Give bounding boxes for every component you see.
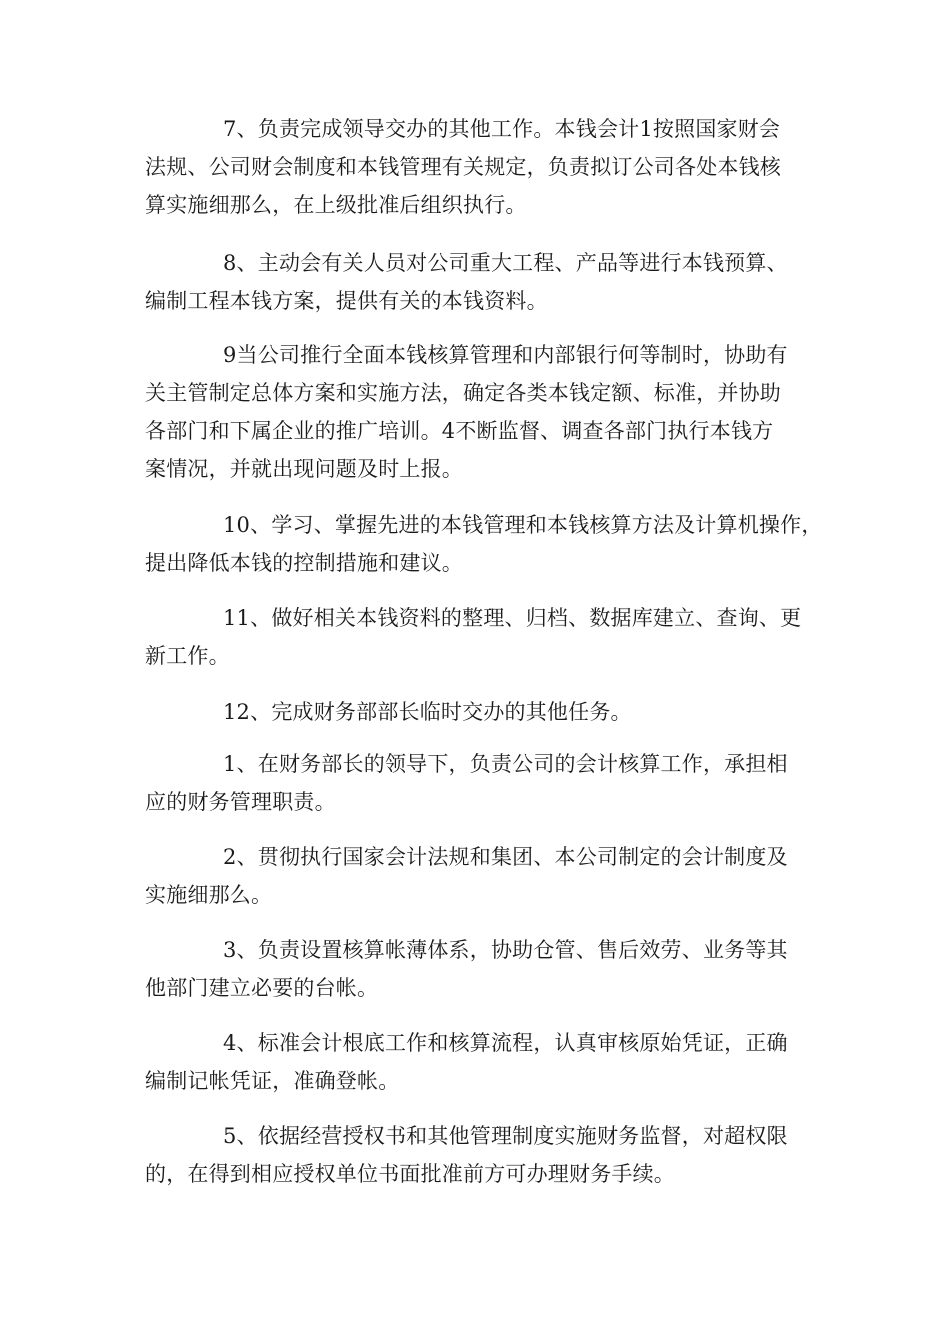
paragraph-duty-2: 2、贯彻执行国家会计法规和集团、本公司制定的会计制度及 实施细那么。 [145,845,788,907]
paragraph-8: 8、主动会有关人员对公司重大工程、产品等进行本钱预算、 编制工程本钱方案，提供有关的本钱资料。 [145,251,788,313]
paragraph-duty-5: 5、依据经营授权书和其他管理制度实施财务监督，对超权限 的，在得到相应授权单位书面批准前方可办理财务手续。 [145,1124,788,1186]
paragraph-9: 9当公司推行全面本钱核算管理和内部银行何等制时，协助有 关主管制定总体方案和实施方法，确定各类本钱定额、标准，并协助 各部门和下属企业的推广培训。4不断监督、调查各部门执行本钱方 案情况，并就出现问题及时上报。 [145,343,788,481]
paragraph-duty-1: 1、在财务部长的领导下，负责公司的会计核算工作，承担相 应的财务管理职责。 [145,752,788,814]
paragraph-duty-3: 3、负责设置核算帐薄体系，协助仓管、售后效劳、业务等其 他部门建立必要的台帐。 [145,938,788,1000]
paragraph-12: 12、完成财务部部长临时交办的其他任务。 [223,700,632,724]
paragraph-7: 7、负责完成领导交办的其他工作。本钱会计1按照国家财会 法规、公司财会制度和本钱管理有关规定，负责拟订公司各处本钱核 算实施细那么，在上级批准后组织执行。 [145,117,781,217]
paragraph-duty-4: 4、标准会计根底工作和核算流程，认真审核原始凭证，正确 编制记帐凭证，准确登帐。 [145,1031,788,1093]
paragraph-11: 11、做好相关本钱资料的整理、归档、数据库建立、查询、更 新工作。 [145,606,802,668]
paragraph-10: 10、学习、掌握先进的本钱管理和本钱核算方法及计算机操作， 提出降低本钱的控制措施和建议。 [145,513,823,575]
